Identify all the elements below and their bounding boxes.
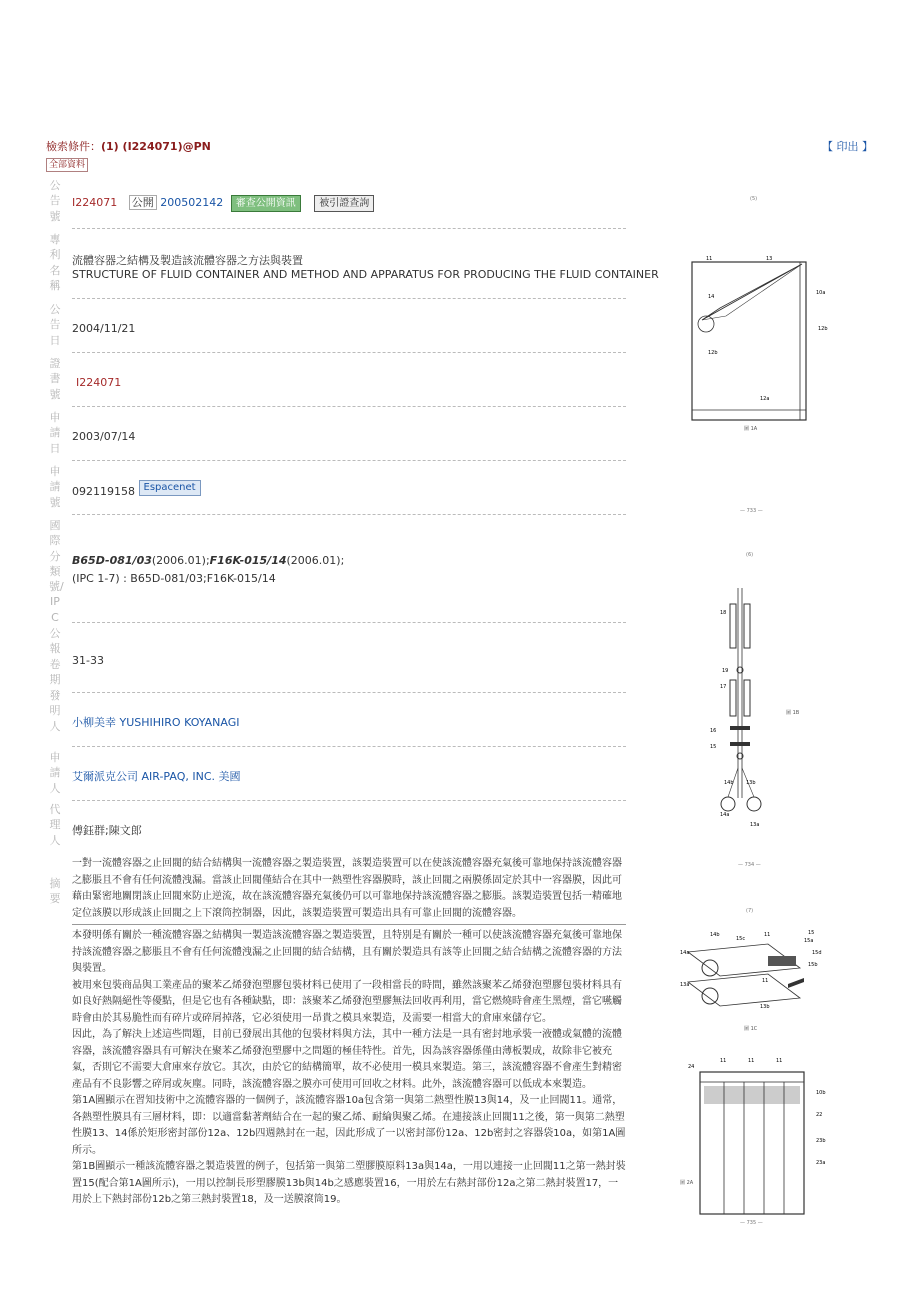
fig1b-ref: 17	[720, 684, 727, 690]
label-applicant: 申請人	[49, 751, 61, 795]
fig1b-ref: 13b	[746, 780, 756, 786]
fig1b-caption: 圖 1B	[786, 710, 800, 716]
fig1b-page: — 734 —	[738, 862, 761, 868]
cited-query-button[interactable]: 被引證查詢	[314, 195, 374, 212]
fig2a-ref: 11	[748, 1058, 755, 1064]
label-app-no: 申請號	[49, 465, 61, 509]
fig2a-ref: 23a	[816, 1160, 826, 1166]
label-vol: 公報卷期	[49, 627, 61, 686]
fig2a-ref: 24	[688, 1064, 695, 1070]
tab-all-data[interactable]: 全部資料	[46, 158, 88, 172]
app-no-row	[72, 480, 201, 498]
fig1b-header: (6)	[746, 552, 754, 558]
label-title: 專利名稱	[49, 233, 61, 292]
figure-1c	[680, 904, 830, 1036]
pub-no-row	[72, 194, 374, 212]
fig1b-ref: 16	[710, 728, 717, 734]
fig1a-page: — 733 —	[740, 508, 763, 514]
divider	[72, 460, 626, 461]
fig1c-ref: 15	[808, 930, 815, 936]
fig1c-ref: 14b	[710, 932, 720, 938]
fig1c-ref: 15c	[736, 936, 746, 942]
fig2a-ref: 11	[720, 1058, 727, 1064]
fig2a-ref: 11	[776, 1058, 783, 1064]
fig1c-ref: 11	[762, 978, 769, 984]
description-paragraph: 被用來包裝商品與工業產品的聚苯乙烯發泡塑膠包裝材料已使用了一段相當長的時間，雖然該聚苯乙烯發泡塑膠包裝材料具有如良好熱隔絕性等優點，但是它也有各種缺點，即：該聚苯乙烯發泡塑膠無法回收再利用，當它燃燒時會產生黑煙，當它嚥觸時會由於其易脆性而有碎片或碎屑掉落，它必須使用一昂貴之模具來製造，及需要一相當大的倉庫來儲存它。	[72, 979, 622, 1024]
fig2a-ref: 23b	[816, 1138, 826, 1144]
divider	[72, 622, 626, 623]
divider	[72, 352, 626, 353]
divider	[72, 692, 626, 693]
ipc-line2: (IPC 1-7) : B65D-081/03;F16K-015/14	[72, 572, 276, 585]
fig1a-caption: 圖 1A	[744, 426, 758, 432]
pub-no: I224071	[72, 196, 118, 209]
label-cert-no: 證書號	[49, 357, 61, 401]
divider	[72, 228, 626, 229]
fig1b-ref: 14a	[720, 812, 730, 818]
fig1c-ref: 13a	[680, 982, 690, 988]
query-value: (1) (I224071)@PN	[101, 140, 211, 153]
divider	[72, 406, 626, 407]
pub-open-no-link[interactable]: 200502142	[160, 196, 224, 209]
ipc-ver1: (2006.01);	[151, 554, 210, 567]
check-open-info-button[interactable]: 審查公開資訊	[231, 195, 301, 212]
label-pub-date: 公告日	[49, 303, 61, 347]
divider	[72, 924, 626, 925]
ipc-ver2: (2006.01);	[286, 554, 345, 567]
fig1c-ref: 15a	[804, 938, 814, 944]
fig1c-ref: 15d	[812, 950, 822, 956]
fig1b-ref: 18	[720, 610, 727, 616]
ipc-code2[interactable]: F16K-015/14	[209, 554, 287, 567]
fig2a-ref: 22	[816, 1112, 823, 1118]
fig1a-header: (5)	[750, 196, 758, 202]
divider	[72, 746, 626, 747]
label-app-date: 申請日	[49, 411, 61, 455]
label-agent: 代理人	[49, 803, 61, 847]
fig1a-ref: 12b	[708, 350, 718, 356]
description-paragraph: 因此，為了解決上述這些問題，目前已發展出其他的包裝材料與方法，其中一種方法是一具有密封地承裝一液體或氣體的流體容器，該流體容器具有可解決在聚苯乙烯發泡塑膠中之問題的極佳特性。首先，因為該容器係僅由薄板製成，故除非它被充氣，否則它不需要大倉庫來存放它。其次，由於它的結構簡單，故不必使用一模具來製造。第三，該流體容器不會產生對精密產品有不良影響之碎屑或灰塵。同時，該流體容器之膜亦可使用可回收之材料。此外，該流體容器可以低成本來製造。	[72, 1029, 622, 1090]
print-link[interactable]: 【 印出 】	[822, 140, 873, 153]
fig1a-ref: 12a	[760, 396, 770, 402]
divider	[72, 800, 626, 801]
label-pub-no: 公告號	[49, 179, 61, 223]
figure-1a	[680, 190, 830, 530]
figure-1b	[680, 548, 830, 878]
description	[72, 928, 626, 1209]
ipc-code1[interactable]: B65D-081/03	[72, 554, 152, 567]
fig2a-caption: 圖 2A	[680, 1180, 694, 1186]
vol: 31-33	[72, 654, 104, 667]
pub-date: 2004/11/21	[72, 322, 136, 335]
app-date: 2003/07/14	[72, 430, 136, 443]
fig1a-ref: 11	[706, 256, 713, 262]
fig2a-ref: 10b	[816, 1090, 826, 1096]
divider	[72, 514, 626, 515]
abstract-text: 一對一流體容器之止回閥的結合結構與一流體容器之製造裝置，該製造裝置可以在使該流體容器充氣後可靠地保持該流體容器之膨脹且不會有任何流體洩漏。當該止回閥僅結合在其中一熱塑性容器膜時，該止回閥之兩膜係固定於其中一容器膜，因此可藉由緊密地關閉該止回閥來防止逆流，故在該流體容器充氣後仍可以可靠地保持該流體容器之膨脹。該製造裝置包括一精確地定位該膜以形成該止回閥之上下滾筒控制器，因此，該製造裝置可製造出具有可靠止回閥的流體容器。	[72, 858, 622, 919]
fig1b-ref: 15	[710, 744, 717, 750]
fig1c-caption: 圖 1C	[744, 1026, 758, 1032]
fig1a-ref: 13	[766, 256, 773, 262]
title-en: STRUCTURE OF FLUID CONTAINER AND METHOD AND APPARATUS FOR PRODUCING THE FLUID CONTAINER	[72, 268, 659, 281]
fig1c-header: (7)	[746, 908, 754, 914]
query-label: 檢索條件：	[46, 140, 101, 153]
app-no: 092119158	[72, 485, 135, 498]
ipc-line1	[72, 554, 344, 567]
fig1c-ref: 15b	[808, 962, 818, 968]
description-paragraph: 第1A圖顯示在習知技術中之流體容器的一個例子，該流體容器10a包含第一與第二熱塑性膜13與14，及一止回閥11。通常，各熱塑性膜具有三層材料，即：以適當黏著劑結合在一起的聚乙烯、耐綸與聚乙烯。在連接該止回閥11之後，第一與第二熱塑性膜13、14係於矩形密封部份12a、12b四週熱封在一起，因此形成了一以密封部份12a、12b密封之容器袋10a，如第1A圖所示。	[72, 1095, 626, 1156]
fig1c-ref: 11	[764, 932, 771, 938]
fig1c-ref: 14a	[680, 950, 690, 956]
query-condition	[46, 138, 211, 154]
fig1a-ref: 10a	[816, 290, 826, 296]
pub-open-label: 公開	[129, 195, 157, 210]
fig1b-ref: 19	[722, 668, 729, 674]
fig1a-ref: 12b	[818, 326, 828, 332]
description-paragraph: 第1B圖顯示一種該流體容器之製造裝置的例子，包括第一與第二塑膠膜原料13a與14a，一用以連接一止回閥11之第一熱封裝置15(配合第1A圖所示)，一用以控制長形塑膠膜13b與14b之感應裝置16，一用於左右熱封部份12a之第二熱封裝置17，一用於上下熱封部份12b之第三熱封裝置18，及一送膜滾筒19。	[72, 1161, 626, 1205]
cert-no: I224071	[76, 376, 122, 389]
fig1b-ref: 13a	[750, 822, 760, 828]
applicant-link[interactable]: 艾爾派克公司 AIR-PAQ, INC. 美國	[72, 770, 241, 783]
divider	[72, 298, 626, 299]
espacenet-button[interactable]: Espacenet	[139, 480, 201, 496]
label-inventor: 發明人	[49, 689, 61, 733]
fig1c-ref: 13b	[760, 1004, 770, 1010]
title-zh: 流體容器之結構及製造該流體容器之方法與裝置	[72, 254, 303, 267]
inventor-link[interactable]: 小柳美幸 YUSHIHIRO KOYANAGI	[72, 716, 240, 729]
fig2a-page: — 735 —	[740, 1220, 763, 1226]
description-paragraph: 本發明係有關於一種流體容器之結構與一製造該流體容器之製造裝置，且特別是有關於一種可以使該流體容器充氣後可靠地保持該流體容器之膨脹且不會有任何流體洩漏之止回閥的結合結構，且有關於製造具有該等止回閥之結合結構之流體容器的方法與裝置。	[72, 930, 622, 974]
label-abstract: 摘要	[49, 877, 61, 906]
fig1a-ref: 14	[708, 294, 715, 300]
fig1b-ref: 14b	[724, 780, 734, 786]
label-ipc: 國際分類號/IPC	[49, 519, 64, 624]
figure-2a	[680, 1052, 830, 1228]
agent: 傅鈺群;陳文郎	[72, 824, 142, 837]
